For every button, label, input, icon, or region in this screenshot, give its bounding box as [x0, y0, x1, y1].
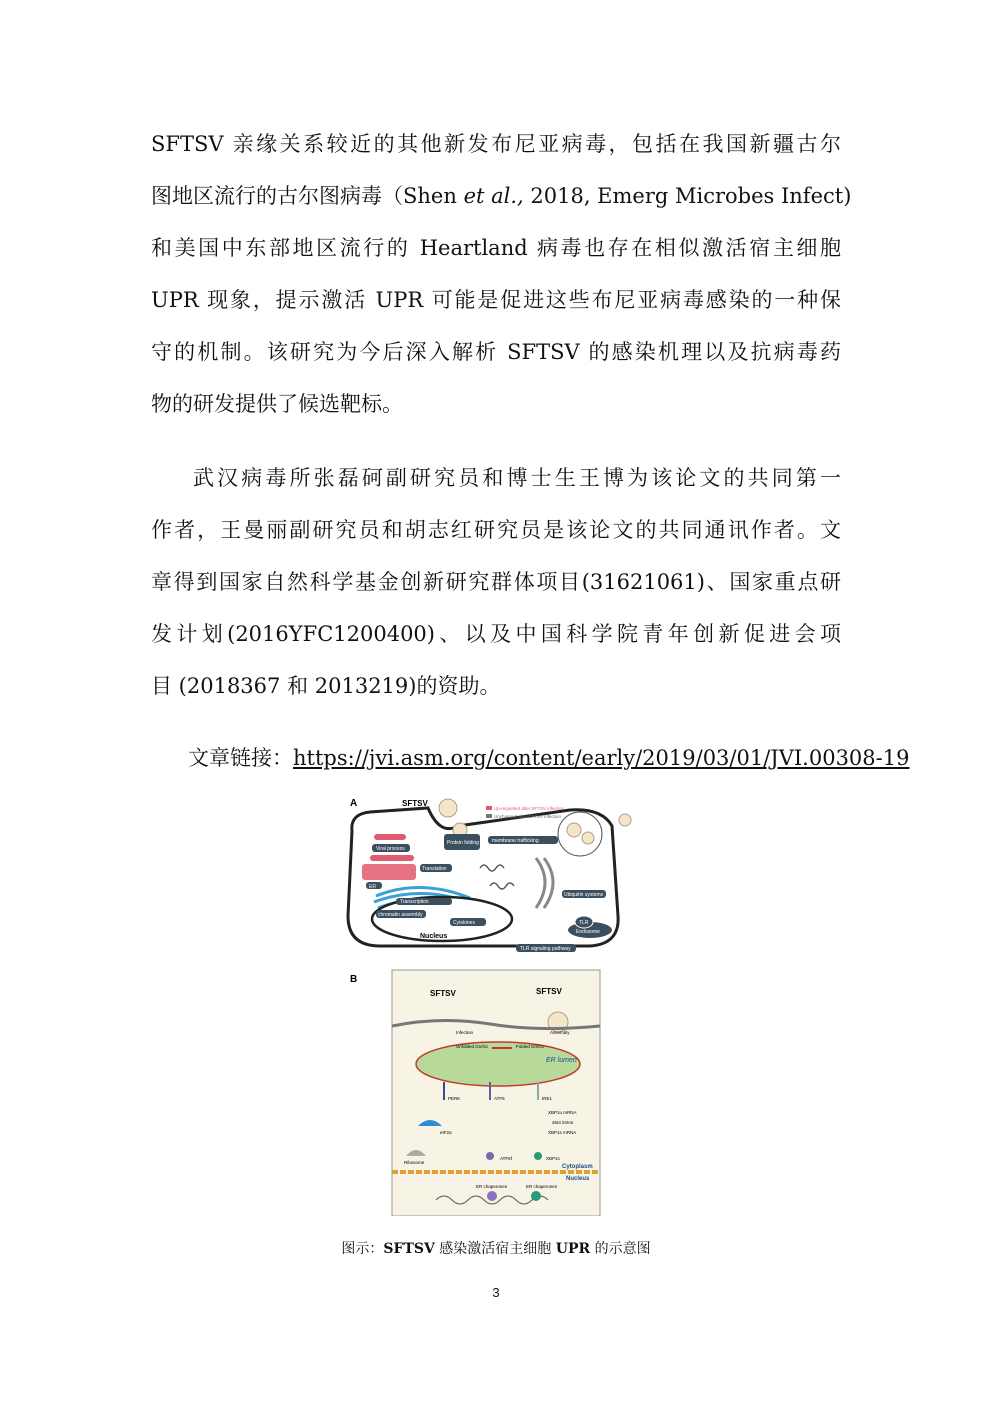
pink-gene-label	[374, 834, 406, 840]
text-line: 物的研发提供了候选靶标。	[151, 392, 403, 416]
xbp1s-dna-node	[531, 1191, 541, 1201]
caption-bold: SFTSV	[383, 1241, 435, 1257]
text-line: 发计划(2016YFC1200400)、以及中国科学院青年创新促进会项	[151, 622, 841, 646]
pink-gene-label	[362, 864, 416, 880]
b-infection: Infection	[456, 1030, 474, 1035]
b-chap2: ER chaperones	[526, 1184, 558, 1189]
transcription-label: Transcription	[400, 899, 429, 905]
caption-bold-2: UPR	[555, 1241, 591, 1257]
atf6f-node	[486, 1152, 494, 1160]
legend-up: Up-regulated after SFTSV infection	[494, 806, 565, 811]
b-folded: Folded Gn/Gc	[516, 1044, 545, 1049]
nucleus-label: Nucleus	[420, 933, 448, 940]
virus-icon	[567, 823, 581, 837]
viral-process-label: Viral process	[376, 846, 405, 852]
legend-unchanged: Unchanged after SFTSV infection	[494, 814, 562, 819]
figure-caption	[0, 1238, 992, 1258]
text-span: 图地区流行的古尔图病毒（Shen	[151, 184, 457, 208]
text-line: 目 (2018367 和 2013219)的资助。	[151, 674, 501, 698]
chromatin-label: chromatin assembly	[378, 912, 423, 918]
text-line: 作者，王曼丽副研究员和胡志红研究员是该论文的共同通讯作者。文	[151, 518, 841, 542]
tlr-label: TLR	[579, 920, 589, 926]
b-xbp1s-mrna: XBP1s mRNA	[548, 1130, 577, 1135]
text-line: 武汉病毒所张磊砢副研究员和博士生王博为该论文的共同第一	[193, 466, 841, 490]
virus-icon	[619, 814, 631, 826]
caption-tail: 的示意图	[590, 1241, 651, 1257]
b-perk: PERK	[448, 1096, 461, 1101]
page-number: 3	[492, 1285, 500, 1300]
membrane-trafficking-label: membrane trafficking	[492, 838, 539, 844]
paragraph-2	[151, 452, 841, 712]
text-line: 和美国中东部地区流行的 Heartland 病毒也存在相似激活宿主细胞	[151, 236, 841, 260]
legend-swatch-up	[486, 806, 492, 810]
b-xbp1u: XBP1u mRNA	[548, 1110, 577, 1115]
b-intron: 26nt intron	[552, 1120, 574, 1125]
b-eif2a: eIF2α	[440, 1130, 452, 1135]
b-xbp1s: XBP1s	[546, 1156, 560, 1161]
endosome-label: Endosome	[576, 929, 600, 935]
upr-figure	[340, 786, 640, 1216]
er-label: ER	[369, 884, 376, 890]
text-span: 2018, Emerg Microbes Infect)	[523, 184, 852, 208]
legend-swatch-unchanged	[486, 814, 492, 818]
paragraph-1	[151, 118, 852, 430]
link-label: 文章链接：	[188, 746, 293, 770]
b-ribosome: Ribosome	[404, 1160, 425, 1165]
b-unfolded: Unfolded Gn/Gc	[456, 1044, 489, 1049]
b-cytoplasm: Cytoplasm	[562, 1164, 593, 1170]
b-chap1: ER chaperones	[476, 1184, 508, 1189]
a-virus-label: SFTSV	[402, 799, 428, 808]
atf6f-dna-node	[487, 1191, 497, 1201]
panel-a-label: A	[350, 798, 358, 809]
virus-icon	[582, 832, 594, 844]
b-ire1: IRE1	[542, 1096, 553, 1101]
text-line: 章得到国家自然科学基金创新研究群体项目(31621061)、国家重点研	[151, 570, 841, 594]
article-link-row	[188, 742, 909, 772]
translation-label: Translation	[422, 866, 447, 872]
b-virus-right: SFTSV	[536, 987, 562, 996]
text-line: UPR 现象，提示激活 UPR 可能是促进这些布尼亚病毒感染的一种保	[151, 288, 841, 312]
caption-mid: 感染激活宿主细胞	[434, 1241, 556, 1257]
b-virus-left: SFTSV	[430, 989, 456, 998]
b-assembly: Assembly	[550, 1030, 570, 1035]
b-er-lumen: ER lumen	[546, 1057, 577, 1064]
cytokines-label: Cytokines	[453, 920, 475, 926]
pink-gene-label	[370, 855, 414, 861]
text-line	[151, 170, 852, 222]
xbp1s-node	[534, 1152, 542, 1160]
tlr-pathway-label: TLR signaling pathway	[520, 946, 571, 952]
italic-text: et al.,	[463, 184, 524, 208]
b-atf6n: ATF6f	[500, 1156, 512, 1161]
ubiquitin-label: Ubiquitin systems	[564, 892, 604, 898]
b-atf6: ATF6	[494, 1096, 505, 1101]
protein-folding-label: Protein folding	[447, 840, 479, 846]
virus-icon	[439, 799, 457, 817]
text-line: SFTSV 亲缘关系较近的其他新发布尼亚病毒，包括在我国新疆古尔	[151, 132, 841, 156]
figure-svg	[340, 786, 640, 1216]
panel-b-label: B	[350, 974, 358, 985]
caption-prefix: 图示：	[341, 1241, 384, 1257]
article-link[interactable]: https://jvi.asm.org/content/early/2019/03/01/JVI.00308-19	[293, 746, 910, 770]
text-line: 守的机制。该研究为今后深入解析 SFTSV 的感染机理以及抗病毒药	[151, 340, 841, 364]
b-nucleus: Nucleus	[566, 1176, 590, 1182]
